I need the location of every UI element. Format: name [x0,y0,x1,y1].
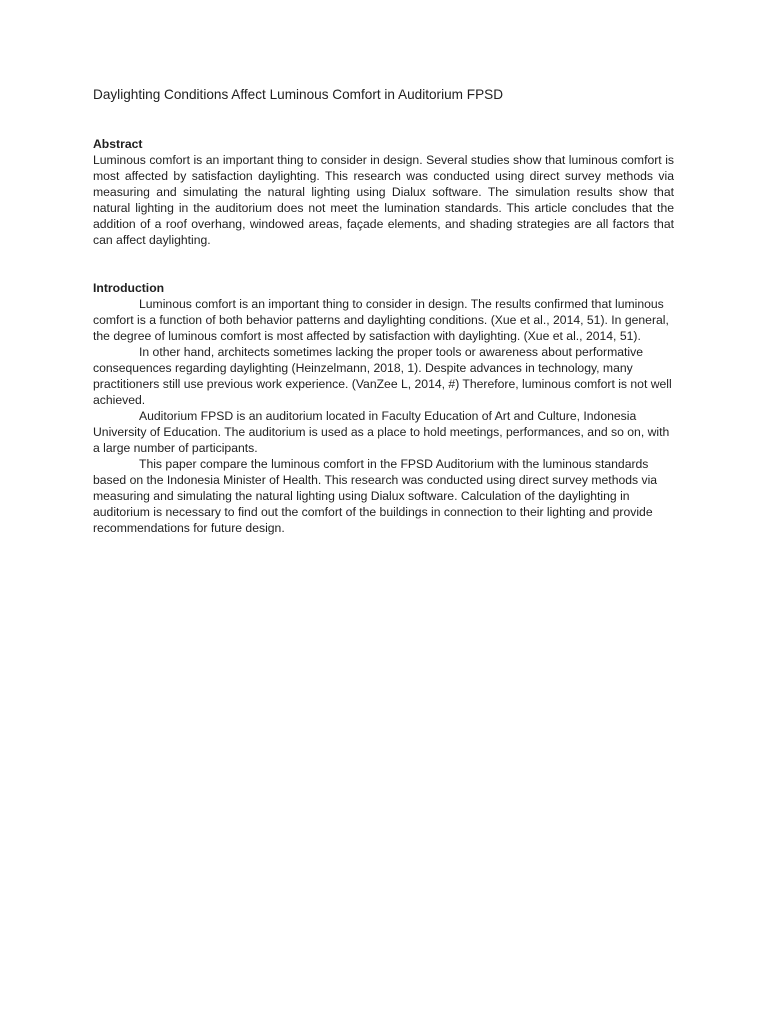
abstract-body: Luminous comfort is an important thing to consider in design. Several studies show that luminous comfort is most affected by satisfaction daylighting. This research was conducted using direct survey methods via measuring and simulating the natural lighting using Dialux software. The simulation results show that natural lighting in the auditorium does not meet the lumination standards. This article concludes that the addition of a roof overhang, windowed areas, façade elements, and shading strategies are all factors that can affect daylighting. [93,153,674,247]
document-title: Daylighting Conditions Affect Luminous Comfort in Auditorium FPSD [93,87,504,102]
introduction-paragraph: This paper compare the luminous comfort in the FPSD Auditorium with the luminous standards based on the Indonesia Minister of Health. This research was conducted using direct survey methods via measuring and simulating the natural lighting using Dialux software. Calculation of the daylighting in auditorium is necessary to find out the comfort of the buildings in connection to their lighting and provide recommendations for future design. [93,457,658,535]
document-content [93,86,674,536]
introduction-heading: Introduction [93,281,165,295]
introduction-paragraph: Auditorium FPSD is an auditorium located in Faculty Education of Art and Culture, Indonesia University of Education. The auditorium is used as a place to hold meetings, performances, and so on, with a large number of participants. [93,409,670,455]
introduction-paragraph: Luminous comfort is an important thing to consider in design. The results confirmed that luminous comfort is a function of both behavior patterns and daylighting conditions. (Xue et al., 2014, 51). In general, the degree of luminous comfort is most affected by satisfaction with daylighting. (Xue et al., 2014, 51). [93,297,669,343]
introduction-paragraph: In other hand, architects sometimes lacking the proper tools or awareness about performative consequences regarding daylighting (Heinzelmann, 2018, 1). Despite advances in technology, many practitioners still use previous work experience. (VanZee L, 2014, #) Therefore, luminous comfort is not well achieved. [93,345,672,407]
introduction-section [93,280,674,536]
abstract-section [93,136,674,248]
section-spacer [93,248,674,280]
abstract-heading: Abstract [93,137,143,151]
